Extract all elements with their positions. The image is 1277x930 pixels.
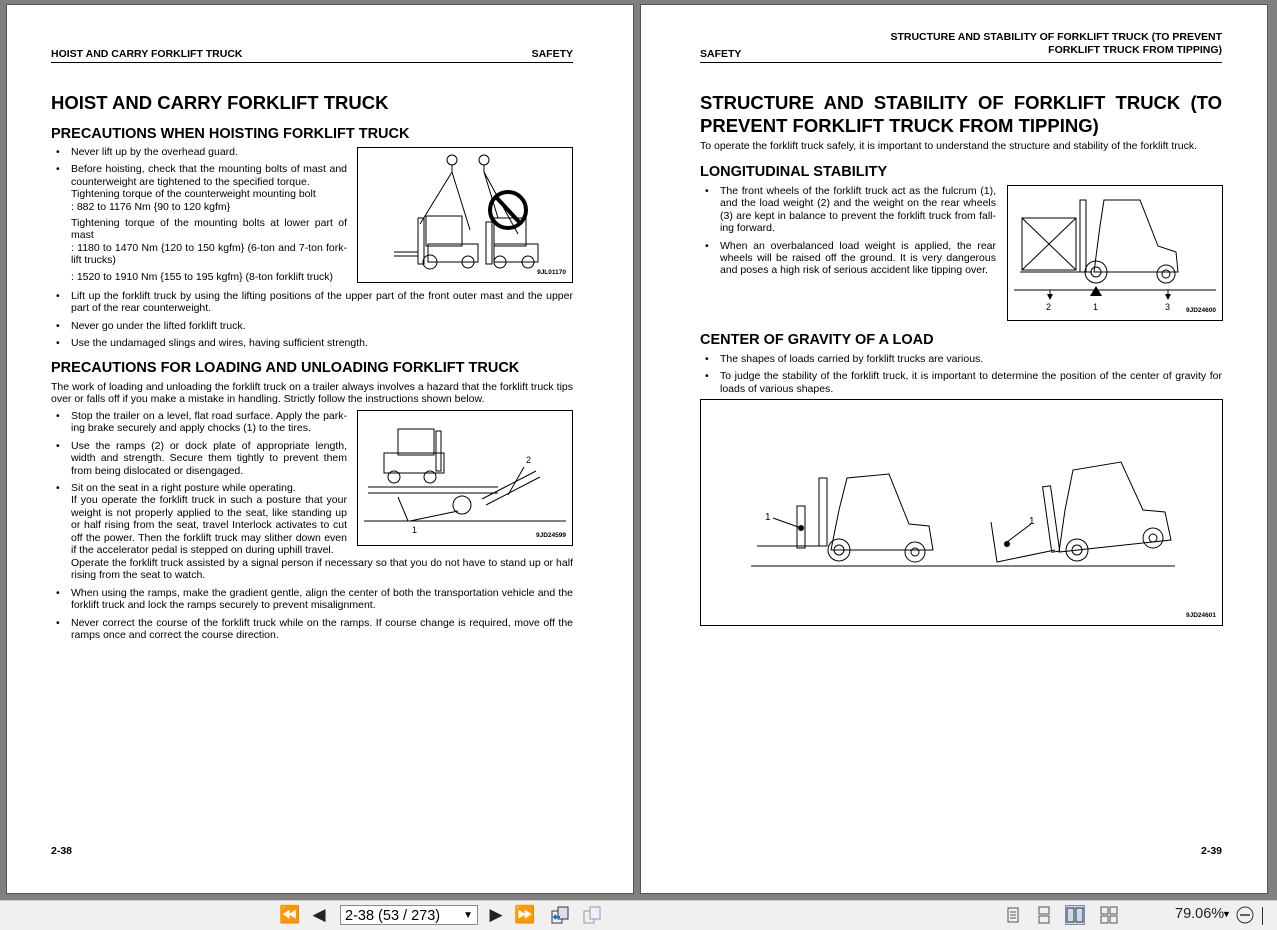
label-3: 3 xyxy=(1165,302,1171,312)
figure-center-of-gravity xyxy=(700,399,1223,626)
single-page-view-icon[interactable] xyxy=(1004,906,1022,924)
first-page-icon[interactable]: ⏪ xyxy=(279,905,301,924)
center-of-gravity-illustration xyxy=(701,400,1222,625)
chevron-down-icon[interactable]: ▼ xyxy=(463,910,473,921)
next-view-icon[interactable] xyxy=(581,905,603,930)
list-item: • When using the ramps, make the gradient gentle, align the center of both the transportation vehicle and the forklift truck and lock the ramps securely to prevent misalignment. xyxy=(51,587,573,612)
zoom-out-icon[interactable] xyxy=(1235,905,1255,930)
running-header xyxy=(700,49,1222,63)
label-1-right: 1 xyxy=(1029,516,1035,527)
figure-code: 9JD24599 xyxy=(536,532,566,539)
header-left: HOIST AND CARRY FORKLIFT TRUCK xyxy=(51,48,243,60)
hoisting-list-top xyxy=(51,146,347,285)
continuous-facing-view-icon[interactable] xyxy=(1100,906,1118,924)
list-item: • Never correct the course of the forklift truck while on the ramps. If course change is required, move off the ramps once and correct the course direction. xyxy=(51,617,573,642)
running-header xyxy=(51,49,573,63)
figure-code: 9JD24600 xyxy=(1186,307,1216,314)
zoom-dropdown-icon[interactable]: ▼ xyxy=(1222,909,1231,919)
loading-illustration xyxy=(358,411,572,545)
list-item: • Stop the trailer on a level, flat road surface. Apply the park-ing brake securely and apply chocks (1) to the tires. xyxy=(51,410,347,435)
figure-loading xyxy=(357,410,573,546)
section-title-center-of-gravity: CENTER OF GRAVITY OF A LOAD xyxy=(700,332,934,348)
previous-page-icon[interactable]: ◀ xyxy=(312,905,326,924)
next-page-icon[interactable]: ▶ xyxy=(489,905,503,924)
label-2: 2 xyxy=(1046,302,1052,312)
page-number: 2-38 xyxy=(51,845,73,857)
hoisting-list-bottom xyxy=(51,290,573,355)
section-title-longitudinal: LONGITUDINAL STABILITY xyxy=(700,164,888,180)
center-of-gravity-list xyxy=(700,353,1222,400)
list-item: • Lift up the forklift truck by using the lifting positions of the upper part of the front outer mast and the upper part of the rear counterweight. xyxy=(51,290,573,315)
figure-longitudinal-stability xyxy=(1007,185,1223,321)
page-number: 2-39 xyxy=(1200,845,1222,857)
loading-signal-text: Operate the forklift truck assisted by a signal person if necessary so that you do not have to stand up or half rising from the seat to watch. xyxy=(71,557,573,582)
figure-code: 9JD24601 xyxy=(1186,612,1216,619)
list-item: • The shapes of loads carried by forklift trucks are various. xyxy=(700,353,1222,365)
list-item: • The front wheels of the forklift truck act as the fulcrum (1), and the load weight (2) and the weight on the rear wheels (3) are kept in balance to prevent the forklift truck from fall-ing forward. xyxy=(700,185,996,235)
header-right: STRUCTURE AND STABILITY OF FORKLIFT TRUCK (TO PREVENT FORKLIFT TRUCK FROM TIPPING) xyxy=(890,31,1222,56)
list-item: • Never go under the lifted forklift truck. xyxy=(51,320,573,332)
label-1: 1 xyxy=(412,525,418,535)
previous-view-icon[interactable] xyxy=(549,905,571,930)
facing-view-icon[interactable] xyxy=(1066,906,1084,924)
header-left: SAFETY xyxy=(700,48,742,60)
loading-list-bottom xyxy=(51,587,573,647)
figure-hoisting xyxy=(357,147,573,283)
figure-code: 9JL01170 xyxy=(537,269,566,276)
list-item: • Sit on the seat in a right posture while operating. If you operate the forklift truck in such a posture that your weight is not properly applied to the seat, like standing up or half rising from the seat, travel Interlock activates to cut off the power. Then the forklift truck may slither down even if the accelerator pedal is stepped on during uphill travel. xyxy=(51,482,347,556)
list-item: • Never lift up by the overhead guard. xyxy=(51,146,347,158)
list-item: • Before hoisting, check that the mounting bolts of mast and counterweight are tightened to the specified torque. Tightening torque of the counterweight mounting bolt : 882 to 1176 Nm {90 to 120 kgfm} Tightening torque of the mounting bolts at lower part of mast : 1180 to 1470 Nm {120 to 150 kgfm} (6-ton and 7-ton fork-lift trucks) : 1520 to 1910 Nm {155 to 195 kgfm} (8-ton forklift truck) xyxy=(51,163,347,283)
hoisting-illustration xyxy=(358,148,572,282)
list-item: • When an overbalanced load weight is applied, the rear wheels will be raised off the ground. It is very dangerous and poses a high risk of serious accident like tipping over. xyxy=(700,240,996,277)
loading-intro: The work of loading and unloading the forklift truck on a trailer always involves a hazard that the forklift truck tips over or falls off if you make a mistake in handling. Strictly follow the instructions shown below. xyxy=(51,381,573,406)
section-title-loading: PRECAUTIONS FOR LOADING AND UNLOADING FORKLIFT TRUCK xyxy=(51,360,520,376)
zoom-level[interactable]: 79.06% xyxy=(1175,906,1225,922)
zoom-slider-handle[interactable] xyxy=(1262,907,1263,925)
loading-list-top xyxy=(51,410,347,556)
last-page-icon[interactable]: ⏩ xyxy=(514,905,536,924)
page-2-38 xyxy=(7,5,633,893)
intro-text: To operate the forklift truck safely, it is important to understand the structure and stability of the forklift truck. xyxy=(700,140,1198,152)
page-number-field[interactable]: 2-38 (53 / 273) ▼ xyxy=(340,905,478,925)
label-1: 1 xyxy=(1093,302,1099,312)
label-1-left: 1 xyxy=(765,512,771,523)
stability-illustration xyxy=(1008,186,1222,320)
page-title: HOIST AND CARRY FORKLIFT TRUCK xyxy=(51,92,389,113)
page-2-39 xyxy=(641,5,1267,893)
page-title: STRUCTURE AND STABILITY OF FORKLIFT TRUCK (TO PREVENT FORKLIFT TRUCK FROM TIPPING) xyxy=(700,92,1222,136)
continuous-view-icon[interactable] xyxy=(1035,906,1053,924)
list-item: • Use the undamaged slings and wires, having sufficient strength. xyxy=(51,337,573,349)
section-title-hoisting: PRECAUTIONS WHEN HOISTING FORKLIFT TRUCK xyxy=(51,126,410,142)
list-item: • Use the ramps (2) or dock plate of appropriate length, width and strength. Secure them tightly to prevent them from being dislocated or disengaged. xyxy=(51,440,347,477)
list-item: • To judge the stability of the forklift truck, it is important to determine the position of the center of gravity for loads of various shapes. xyxy=(700,370,1222,395)
bottom-toolbar xyxy=(0,900,1277,930)
header-right: SAFETY xyxy=(531,48,573,60)
longitudinal-list xyxy=(700,185,996,282)
label-2: 2 xyxy=(526,455,532,465)
